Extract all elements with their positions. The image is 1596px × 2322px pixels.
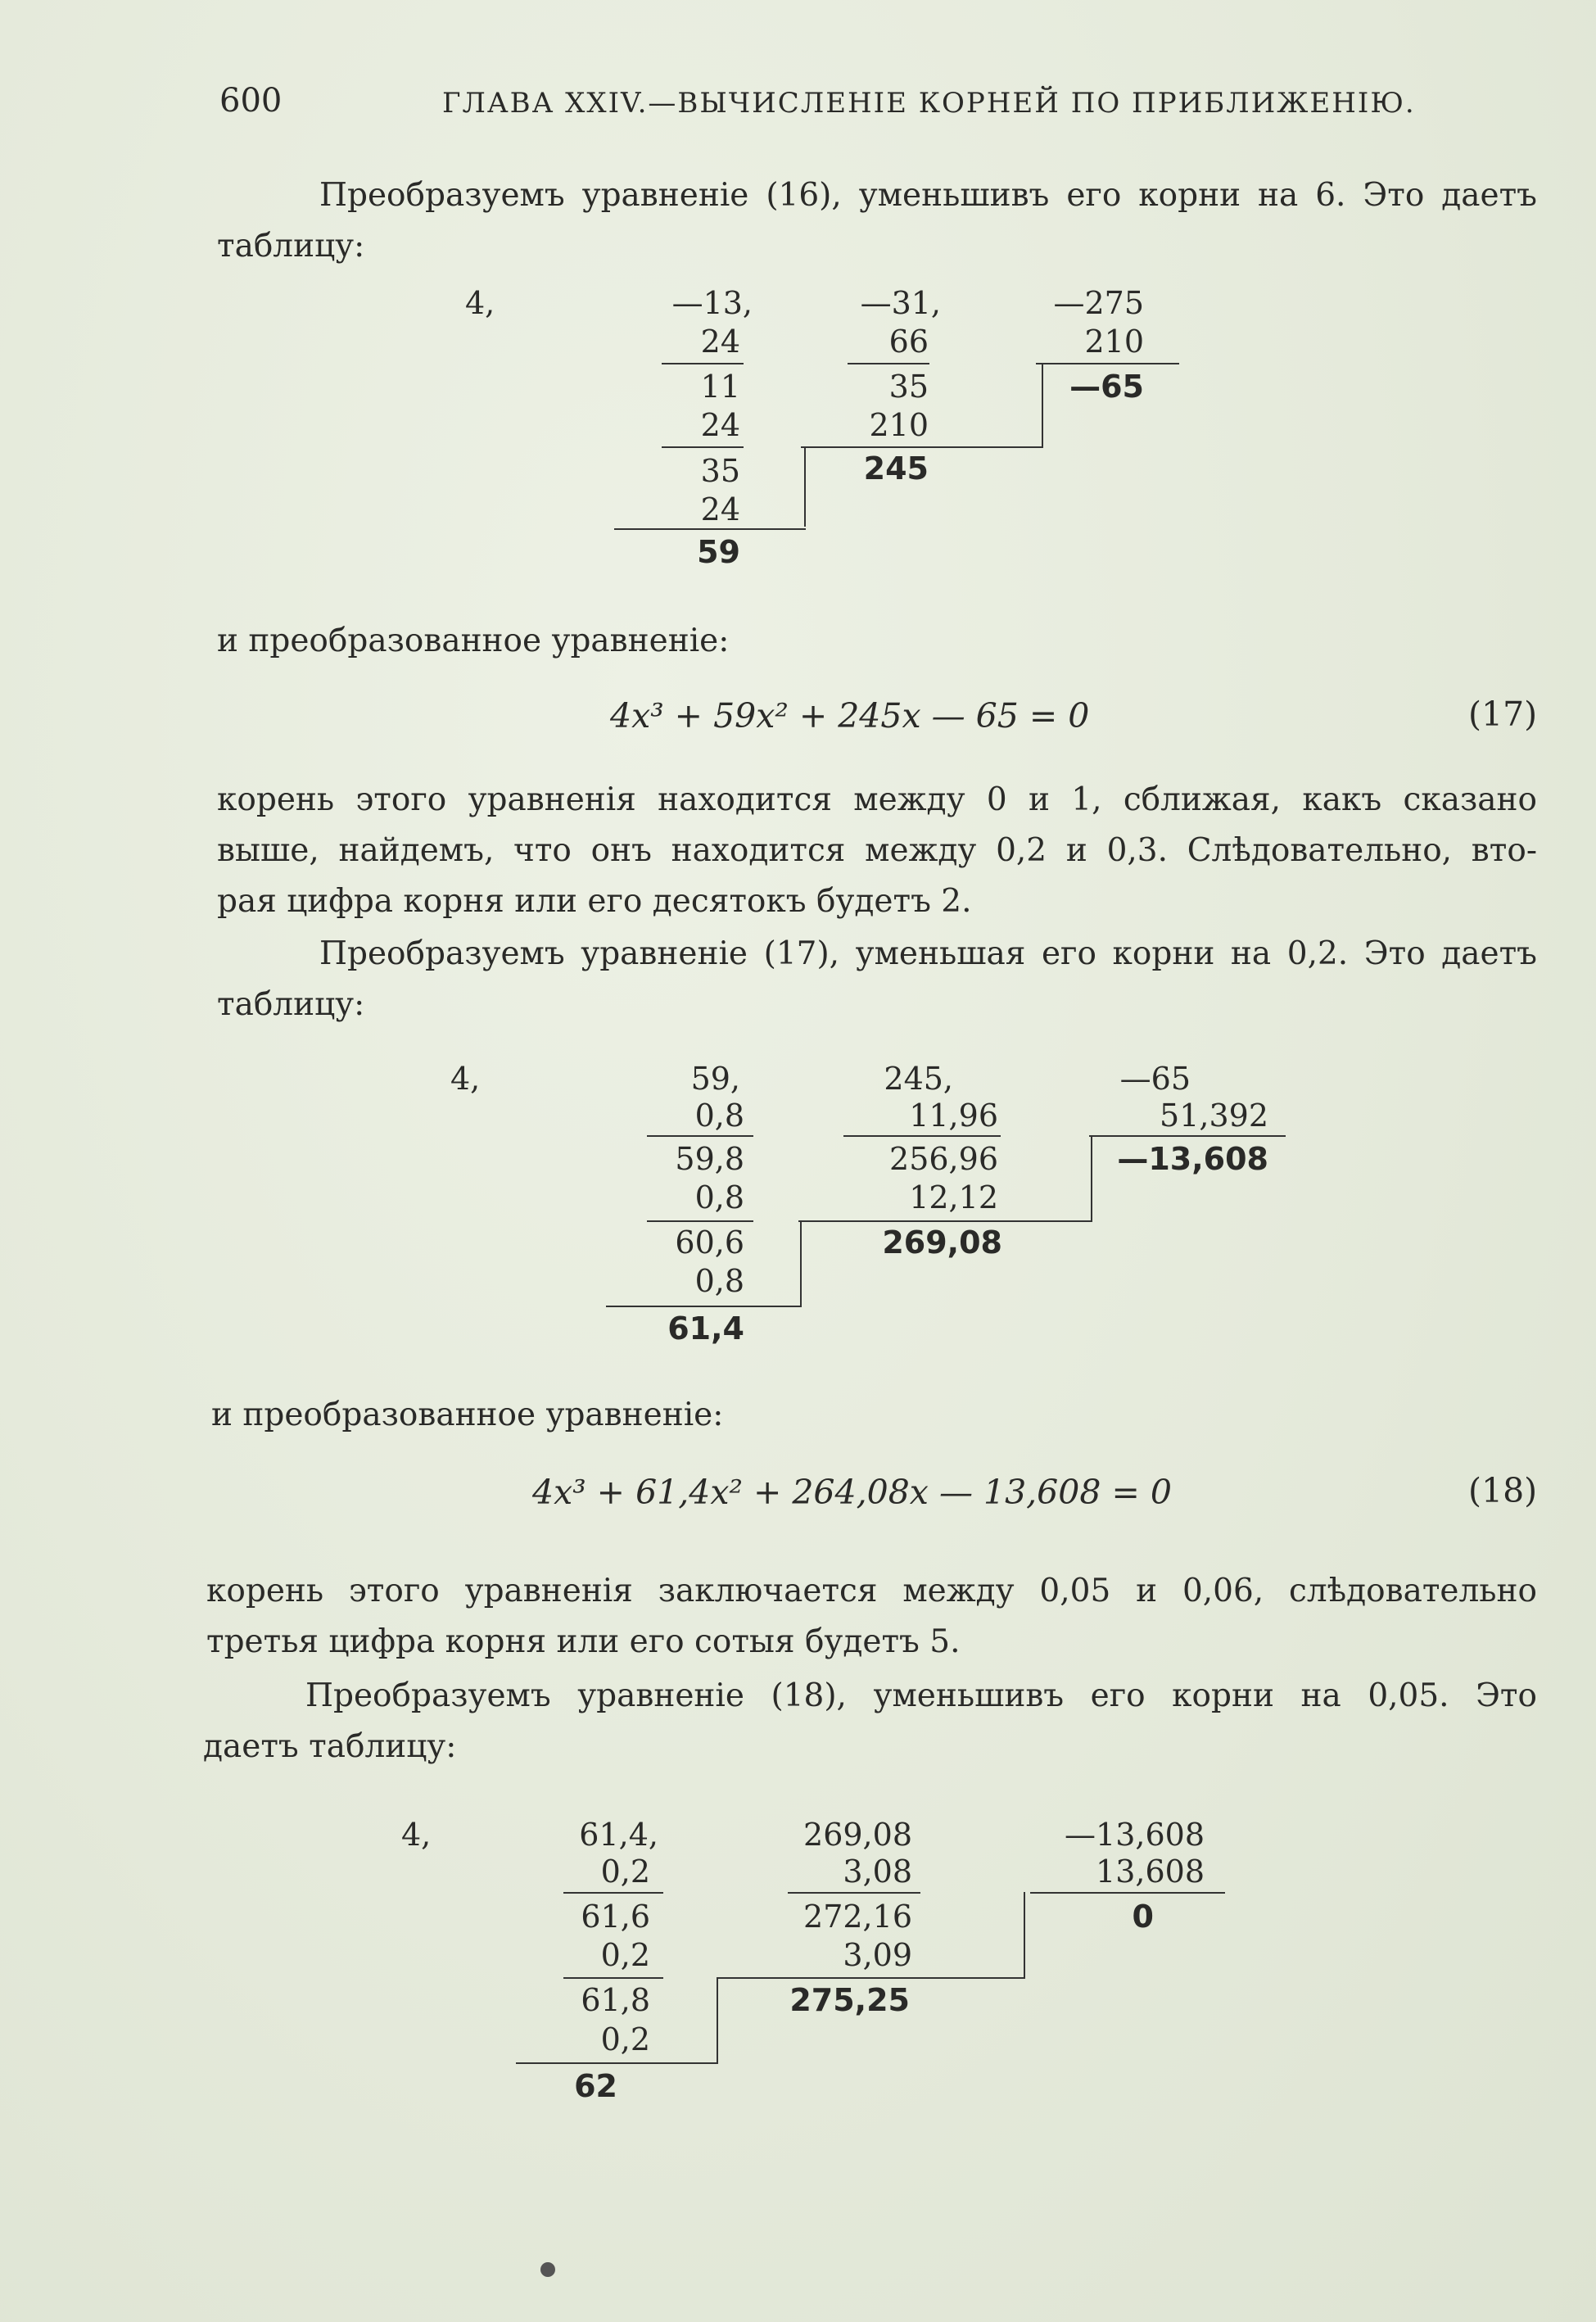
table-cell: —31, <box>860 285 941 321</box>
table-cell: 11,96 <box>909 1098 998 1134</box>
table-cell: 60,6 <box>675 1224 744 1261</box>
rule-line <box>717 1977 1025 1979</box>
equation-17: 4x³ + 59x² + 245x — 65 = 0 <box>610 696 1090 736</box>
equation-18: 4x³ + 61,4x² + 264,08x — 13,608 = 0 <box>532 1473 1172 1512</box>
text-line: таблицу: <box>217 228 365 265</box>
rule-line <box>848 363 929 364</box>
text-line: корень этого уравненія находится между 0 и 1, сближая, какъ сказано <box>217 781 1537 818</box>
rule-line <box>788 1892 920 1894</box>
text-line: и преобразованное уравненіе: <box>211 1396 724 1433</box>
rule-line <box>614 528 806 530</box>
table-cell: 35 <box>700 453 740 489</box>
text-line: Преобразуемъ уравненіе (18), уменьшивъ его корни на 0,05. Это <box>305 1677 1537 1714</box>
table-cell: 13,608 <box>1096 1854 1205 1890</box>
rule-line <box>1036 363 1179 364</box>
table-result-cell: 0 <box>1132 1899 1154 1935</box>
rule-line <box>1089 1135 1286 1137</box>
table-cell: 0,8 <box>694 1263 744 1299</box>
text-line: и преобразованное уравненіе: <box>217 622 730 659</box>
rule-line <box>1091 1135 1092 1220</box>
table-result-cell: 245 <box>863 450 929 487</box>
paragraph-transform-16 <box>217 170 1537 272</box>
table-cell: 0,8 <box>694 1098 744 1134</box>
paragraph-transformed-equation <box>217 616 1537 667</box>
text-line: Преобразуемъ уравненіе (17), уменьшая его корни на 0,2. Это даетъ <box>319 935 1537 972</box>
table-cell: 59,8 <box>675 1141 744 1177</box>
rule-line <box>662 446 744 448</box>
paragraph-root-between-005-006 <box>206 1566 1537 1668</box>
table-cell: 61,6 <box>581 1899 650 1935</box>
rule-line <box>563 1977 663 1979</box>
table-cell: 245, <box>884 1061 953 1097</box>
table-cell: 12,12 <box>909 1179 998 1215</box>
rule-line <box>563 1892 663 1894</box>
table-lead-coefficient: 4, <box>465 285 495 321</box>
text-line: таблицу: <box>217 986 365 1023</box>
paragraph-transform-18 <box>203 1671 1537 1772</box>
table-cell: —13,608 <box>1065 1817 1205 1853</box>
table-result-cell: 61,4 <box>667 1310 744 1347</box>
table-cell: 59, <box>690 1061 740 1097</box>
rule-line <box>647 1220 753 1222</box>
table-cell: 35 <box>888 369 929 405</box>
running-title: ГЛАВА XXIV.—ВЫЧИСЛЕНІЕ КОРНЕЙ ПО ПРИБЛИЖЕНІЮ. <box>442 87 1416 120</box>
table-cell: 3,08 <box>843 1854 912 1890</box>
table-cell: 210 <box>869 407 929 443</box>
table-cell: 24 <box>700 491 740 527</box>
page-number: 600 <box>219 82 283 120</box>
table-cell: 3,09 <box>843 1937 912 1973</box>
table-result-cell: 62 <box>574 2068 617 2104</box>
rule-line <box>801 446 1043 448</box>
table-cell: 24 <box>700 324 740 360</box>
rule-line <box>798 1220 1092 1222</box>
rule-line <box>516 2062 718 2064</box>
rule-line <box>606 1306 802 1307</box>
equation-number-17: (17) <box>1468 695 1538 734</box>
table-cell: 61,4, <box>579 1817 658 1853</box>
table-cell: 0,8 <box>694 1179 744 1215</box>
table-cell: 11 <box>700 369 740 405</box>
table-lead-coefficient: 4, <box>450 1061 481 1097</box>
text-line: рая цифра корня или его десятокъ будетъ 2. <box>217 883 972 920</box>
rule-line <box>843 1135 1001 1137</box>
table-result-cell: 59 <box>697 534 740 570</box>
table-cell: 66 <box>888 324 929 360</box>
table-cell: 0,2 <box>600 2021 650 2057</box>
rule-line <box>800 1220 802 1306</box>
table-cell: 24 <box>700 407 740 443</box>
rule-line <box>1042 363 1043 446</box>
table-cell: 0,2 <box>600 1937 650 1973</box>
table-cell: 272,16 <box>803 1899 912 1935</box>
equation-number-18: (18) <box>1468 1471 1538 1510</box>
text-line: корень этого уравненія заключается между 0,05 и 0,06, слѣдовательно <box>206 1573 1537 1609</box>
table-lead-coefficient: 4, <box>401 1817 432 1853</box>
text-line: даетъ таблицу: <box>203 1728 457 1765</box>
table-cell: 269,08 <box>803 1817 912 1853</box>
rule-line <box>662 363 744 364</box>
text-line: третья цифра корня или его сотыя будетъ 5. <box>206 1623 961 1660</box>
table-cell: 61,8 <box>581 1982 650 2018</box>
table-cell: —65 <box>1119 1061 1191 1097</box>
table-result-cell: —65 <box>1069 369 1144 405</box>
table-result-cell: —13,608 <box>1117 1141 1268 1177</box>
rule-line <box>717 1977 718 2062</box>
table-result-cell: 269,08 <box>882 1224 1002 1261</box>
table-result-cell: 275,25 <box>789 1982 910 2018</box>
scan-speck <box>540 2262 555 2277</box>
table-cell: 51,392 <box>1160 1098 1268 1134</box>
rule-line <box>1030 1892 1225 1894</box>
table-cell: 256,96 <box>889 1141 998 1177</box>
rule-line <box>647 1135 753 1137</box>
paragraph-transform-17 <box>217 929 1537 1030</box>
rule-line <box>804 446 806 527</box>
table-cell: 210 <box>1084 324 1144 360</box>
table-cell: —13, <box>671 285 753 321</box>
text-line: выше, найдемъ, что онъ находится между 0,2 и 0,3. Слѣдовательно, вто- <box>217 832 1537 869</box>
paragraph-root-between-0-1 <box>217 775 1537 927</box>
table-cell: —275 <box>1053 285 1144 321</box>
table-cell: 0,2 <box>600 1854 650 1890</box>
rule-line <box>1024 1892 1025 1977</box>
text-line: Преобразуемъ уравненіе (16), уменьшивъ его корни на 6. Это даетъ <box>319 177 1537 214</box>
paragraph-transformed-equation <box>211 1390 1531 1441</box>
